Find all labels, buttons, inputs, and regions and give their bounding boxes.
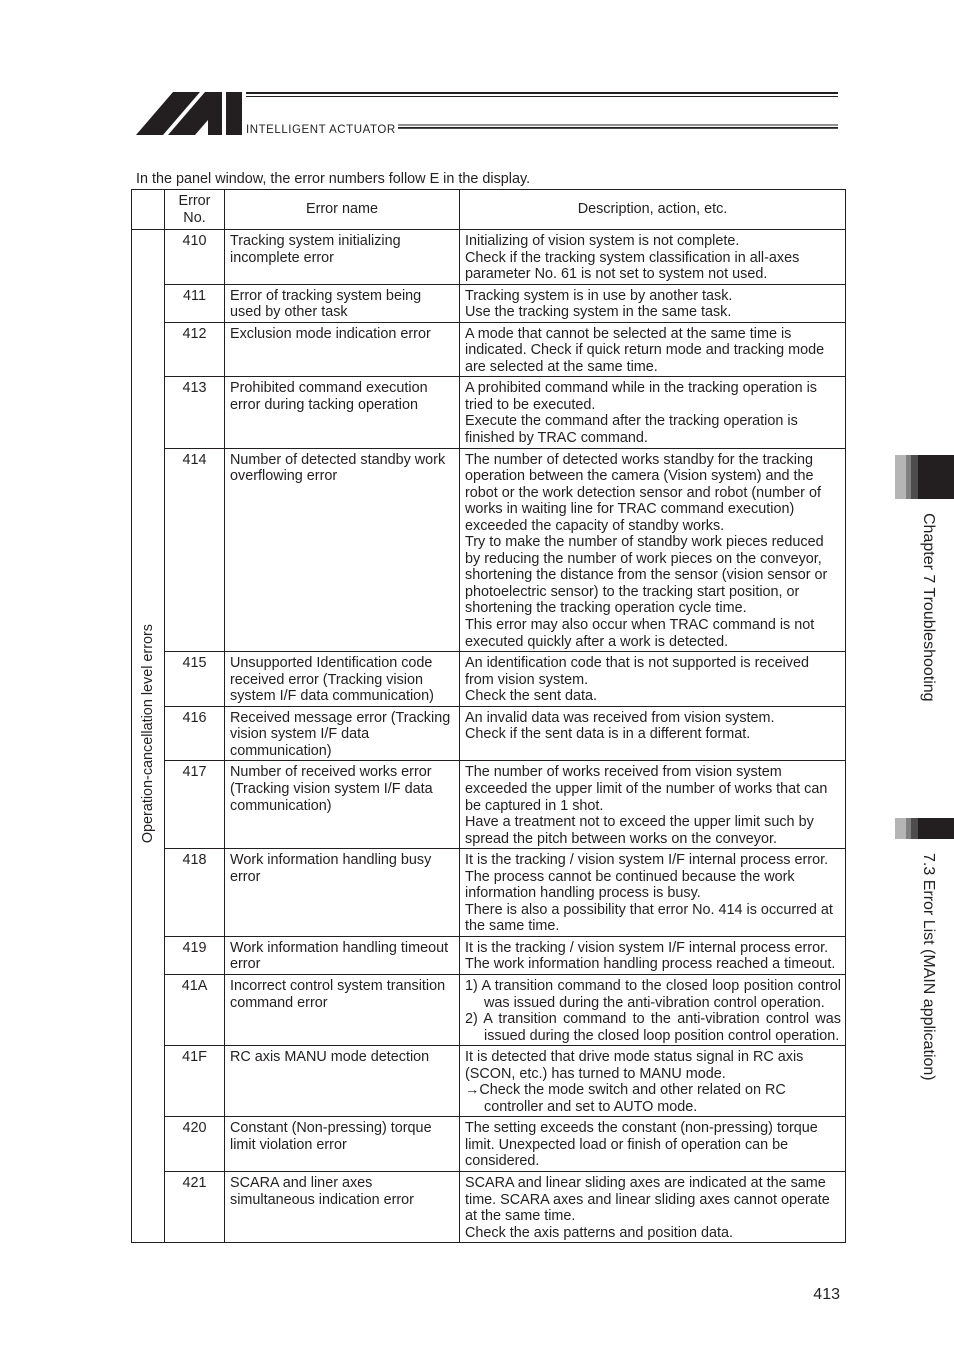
error-name-line: simultaneous indication error bbox=[230, 1191, 414, 1208]
description-paragraph bbox=[465, 1120, 841, 1170]
tab-solid-block bbox=[918, 455, 954, 499]
error-number: 41A bbox=[181, 977, 208, 994]
description-line: There is also a possibility that error No. 414 is occurred at bbox=[465, 901, 833, 918]
error-table-body bbox=[132, 230, 846, 1243]
description-paragraph bbox=[465, 852, 841, 869]
error-name-line: communication) bbox=[230, 797, 332, 814]
error-table bbox=[131, 189, 846, 1243]
table-row bbox=[132, 652, 846, 707]
table-row bbox=[132, 761, 846, 849]
description-line: A mode that cannot be selected at the same time is bbox=[465, 325, 792, 342]
error-number-cell bbox=[165, 1046, 225, 1117]
error-number: 420 bbox=[182, 1120, 207, 1137]
error-number-cell bbox=[165, 1171, 225, 1242]
error-name-cell bbox=[225, 448, 460, 652]
error-name-line: system I/F data communication) bbox=[230, 688, 434, 705]
header-graphics bbox=[0, 0, 954, 140]
description-line: the same time. bbox=[465, 918, 560, 935]
description-line: indicated. Check if quick return mode and tracking mode bbox=[465, 342, 825, 359]
description-paragraph bbox=[465, 1175, 841, 1225]
error-number-cell bbox=[165, 974, 225, 1045]
error-name-line: Prohibited command execution bbox=[230, 380, 428, 397]
description-cell bbox=[460, 448, 846, 652]
table-header-row bbox=[132, 190, 846, 230]
chapter-tab-marker bbox=[895, 455, 954, 499]
error-name-line: error during tacking operation bbox=[230, 396, 418, 413]
description-paragraph bbox=[465, 250, 841, 283]
error-name-line: Unsupported Identification code bbox=[230, 655, 433, 672]
table-row bbox=[132, 706, 846, 761]
error-name-line: received error (Tracking vision bbox=[230, 671, 424, 688]
error-number-cell bbox=[165, 377, 225, 448]
description-line: The number of works received from vision system bbox=[465, 764, 782, 781]
page-number: 413 bbox=[813, 1286, 840, 1303]
description-paragraph bbox=[465, 380, 841, 413]
chapter-side-label: Chapter 7 Troubleshooting bbox=[920, 513, 937, 702]
description-line: 1) A transition command to the closed loop position control bbox=[465, 977, 841, 994]
error-name-line: incomplete error bbox=[230, 249, 334, 266]
description-line: works in waiting line for TRAC command execution) bbox=[465, 501, 795, 518]
error-name-cell bbox=[225, 1117, 460, 1172]
description-cell bbox=[460, 322, 846, 377]
error-name-cell bbox=[225, 1046, 460, 1117]
description-line: robot or the work detection sensor and robot (number of bbox=[465, 484, 821, 501]
error-number: 41F bbox=[182, 1049, 207, 1066]
error-name-cell bbox=[225, 936, 460, 974]
tab-shade-strip bbox=[911, 455, 918, 499]
table-header bbox=[132, 190, 846, 230]
tab-shade-strip bbox=[895, 818, 906, 839]
description-line: tried to be executed. bbox=[465, 396, 596, 413]
category-cell bbox=[132, 230, 165, 1243]
description-paragraph bbox=[465, 1049, 841, 1082]
table-row bbox=[132, 322, 846, 377]
error-name-line: Number of received works error bbox=[230, 764, 432, 781]
description-line: This error may also occur when TRAC command is not bbox=[465, 617, 815, 634]
description-line: spread the pitch between works on the conveyor. bbox=[465, 830, 777, 847]
description-paragraph bbox=[465, 940, 841, 957]
table-row bbox=[132, 936, 846, 974]
description-line: The process cannot be continued because the work bbox=[465, 868, 795, 885]
description-cell bbox=[460, 652, 846, 707]
description-line: considered. bbox=[465, 1153, 540, 1170]
error-name-line: vision system I/F data bbox=[230, 726, 370, 743]
table-row bbox=[132, 284, 846, 322]
error-name-cell bbox=[225, 377, 460, 448]
error-name-line: Received message error (Tracking bbox=[230, 709, 451, 726]
logo-mark-last-i bbox=[226, 92, 242, 135]
description-paragraph bbox=[465, 710, 841, 727]
error-number: 419 bbox=[182, 939, 207, 956]
description-cell bbox=[460, 706, 846, 761]
description-line: operation between the camera (Vision system) and the bbox=[465, 468, 814, 485]
table-row bbox=[132, 377, 846, 448]
error-name-line: overflowing error bbox=[230, 468, 338, 485]
description-line: Have a treatment not to exceed the upper limit such by bbox=[465, 814, 814, 831]
description-paragraph bbox=[465, 688, 841, 705]
error-name-cell bbox=[225, 284, 460, 322]
header-rule-bottom-thin bbox=[398, 125, 838, 126]
error-number-cell bbox=[165, 706, 225, 761]
description-line: The setting exceeds the constant (non-pressing) torque bbox=[465, 1120, 818, 1137]
header-rule-top-thin bbox=[246, 96, 838, 97]
tab-shade-strip bbox=[895, 455, 906, 499]
description-line: Execute the command after the tracking operation is bbox=[465, 413, 798, 430]
table-row bbox=[132, 1046, 846, 1117]
description-paragraph bbox=[465, 1011, 841, 1044]
description-cell bbox=[460, 1171, 846, 1242]
description-cell bbox=[460, 230, 846, 285]
description-cell bbox=[460, 936, 846, 974]
table-row bbox=[132, 849, 846, 937]
error-name-line: Constant (Non-pressing) torque bbox=[230, 1120, 432, 1137]
error-number: 412 bbox=[182, 325, 207, 342]
description-line: The work information handling process reached a timeout. bbox=[465, 956, 836, 973]
error-number: 417 bbox=[182, 764, 207, 781]
description-paragraph bbox=[465, 764, 841, 814]
error-name-header-label: Error name bbox=[306, 201, 378, 218]
description-line: Check the sent data. bbox=[465, 688, 597, 705]
description-line: SCARA and linear sliding axes are indicated at the same bbox=[465, 1174, 826, 1191]
error-name-line: limit violation error bbox=[230, 1136, 347, 1153]
description-paragraph bbox=[465, 902, 841, 935]
error-name-line: Incorrect control system transition bbox=[230, 977, 446, 994]
description-line: An invalid data was received from vision system. bbox=[465, 709, 775, 726]
description-line: information handling process is busy. bbox=[465, 885, 701, 902]
error-number-cell bbox=[165, 322, 225, 377]
description-paragraph bbox=[465, 869, 841, 902]
error-name-line: Work information handling busy bbox=[230, 852, 432, 869]
description-paragraph bbox=[465, 534, 841, 617]
error-name-cell bbox=[225, 706, 460, 761]
description-line: Try to make the number of standby work pieces reduced bbox=[465, 534, 824, 551]
description-line: at the same time. bbox=[465, 1208, 576, 1225]
description-line: issued during the closed loop position control operation. bbox=[484, 1027, 840, 1044]
error-number: 411 bbox=[183, 287, 206, 304]
description-paragraph bbox=[465, 326, 841, 376]
description-paragraph bbox=[465, 413, 841, 446]
description-paragraph bbox=[465, 233, 841, 250]
error-name-line: Work information handling timeout bbox=[230, 939, 449, 956]
error-name-cell bbox=[225, 761, 460, 849]
description-line: are selected at the same time. bbox=[465, 358, 658, 375]
description-line: 2) A transition command to the anti-vibration control was bbox=[465, 1011, 841, 1028]
description-line: Use the tracking system in the same task. bbox=[465, 304, 732, 321]
error-number-cell bbox=[165, 284, 225, 322]
description-line: exceeded the upper limit of the number of works that can bbox=[465, 780, 828, 797]
error-name-line: command error bbox=[230, 994, 328, 1011]
description-line: It is the tracking / vision system I/F internal process error. bbox=[465, 939, 829, 956]
category-header-cell bbox=[132, 190, 165, 230]
description-cell bbox=[460, 284, 846, 322]
error-name-line: Number of detected standby work bbox=[230, 451, 446, 468]
description-line: shortening the tracking operation cycle time. bbox=[465, 600, 747, 617]
error-name-cell bbox=[225, 652, 460, 707]
description-cell bbox=[460, 377, 846, 448]
description-paragraph bbox=[465, 655, 841, 688]
description-line: by reducing the number of work pieces on the conveyor, bbox=[465, 550, 822, 567]
error-number: 413 bbox=[182, 380, 207, 397]
error-name-cell bbox=[225, 230, 460, 285]
description-paragraph bbox=[465, 956, 841, 973]
error-name-line: error bbox=[230, 956, 261, 973]
intro-note: In the panel window, the error numbers follow E in the display. bbox=[136, 171, 531, 187]
description-line: It is detected that drive mode status signal in RC axis bbox=[465, 1049, 804, 1066]
description-line: An identification code that is not supported is received bbox=[465, 655, 809, 672]
error-name-line: communication) bbox=[230, 742, 332, 759]
tab-solid-block bbox=[918, 818, 954, 839]
description-line: It is the tracking / vision system I/F internal process error. bbox=[465, 852, 829, 869]
description-line: Check if the tracking system classification in all-axes bbox=[465, 249, 800, 266]
description-line: limit. Unexpected load or finish of operation can be bbox=[465, 1136, 789, 1153]
error-number-cell bbox=[165, 230, 225, 285]
description-paragraph bbox=[465, 304, 841, 321]
error-name-cell bbox=[225, 322, 460, 377]
error-number: 415 bbox=[182, 655, 207, 672]
description-line: The number of detected works standby for the tracking bbox=[465, 451, 813, 468]
error-number: 421 bbox=[182, 1174, 207, 1191]
table-row bbox=[132, 974, 846, 1045]
error-name-cell bbox=[225, 849, 460, 937]
header-rule-top-thick bbox=[246, 92, 838, 94]
description-line: Tracking system is in use by another task. bbox=[465, 287, 733, 304]
description-cell bbox=[460, 849, 846, 937]
description-paragraph bbox=[465, 1082, 841, 1115]
description-line: Check the axis patterns and position data. bbox=[465, 1224, 733, 1241]
error-number: 418 bbox=[182, 852, 207, 869]
description-paragraph bbox=[465, 617, 841, 650]
error-number: 416 bbox=[182, 709, 207, 726]
description-line: be captured in 1 shot. bbox=[465, 797, 604, 814]
description-line: from vision system. bbox=[465, 671, 589, 688]
category-label: Operation-cancellation level errors bbox=[139, 624, 156, 844]
description-line: was issued during the anti-vibration control operation. bbox=[484, 994, 825, 1011]
error-no-header bbox=[165, 190, 225, 230]
table-row bbox=[132, 230, 846, 285]
error-number: 414 bbox=[182, 451, 207, 468]
error-number-cell bbox=[165, 849, 225, 937]
error-number-cell bbox=[165, 936, 225, 974]
description-line: A prohibited command while in the tracking operation is bbox=[465, 380, 817, 397]
header-rule-bottom-thick bbox=[398, 127, 838, 129]
error-name-line: Exclusion mode indication error bbox=[230, 325, 431, 342]
description-paragraph bbox=[465, 814, 841, 847]
error-name-header bbox=[225, 190, 460, 230]
description-line: (SCON, etc.) has turned to MANU mode. bbox=[465, 1065, 726, 1082]
error-name-line: Error of tracking system being bbox=[230, 287, 422, 304]
description-cell bbox=[460, 974, 846, 1045]
description-header-label: Description, action, etc. bbox=[577, 201, 728, 218]
description-line: finished by TRAC command. bbox=[465, 430, 648, 447]
description-cell bbox=[460, 1117, 846, 1172]
error-name-line: used by other task bbox=[230, 304, 348, 321]
description-line: shortening the distance from the sensor (vision sensor or bbox=[465, 567, 828, 584]
error-number-cell bbox=[165, 761, 225, 849]
error-name-line: SCARA and liner axes bbox=[230, 1174, 373, 1191]
error-name-line: Tracking system initializing bbox=[230, 233, 401, 249]
error-name-line: RC axis MANU mode detection bbox=[230, 1049, 430, 1066]
description-line: controller and set to AUTO mode. bbox=[484, 1098, 698, 1115]
error-no-header-label: Error No. bbox=[178, 192, 211, 226]
description-header bbox=[460, 190, 846, 230]
description-paragraph bbox=[465, 452, 841, 535]
description-line: executed quickly after a work is detected. bbox=[465, 633, 729, 650]
description-line: Initializing of vision system is not complete. bbox=[465, 233, 740, 249]
description-paragraph bbox=[465, 1225, 841, 1242]
section-side-label: 7.3 Error List (MAIN application) bbox=[920, 853, 937, 1081]
description-paragraph bbox=[465, 726, 841, 743]
description-line: Check if the sent data is in a different format. bbox=[465, 726, 751, 743]
tab-shade-strip bbox=[911, 818, 918, 839]
description-line: →Check the mode switch and other related on RC bbox=[465, 1082, 786, 1099]
error-name-line: error bbox=[230, 868, 261, 885]
description-line: exceeded the capacity of standby works. bbox=[465, 517, 725, 534]
description-line: time. SCARA axes and linear sliding axes cannot operate bbox=[465, 1191, 830, 1208]
error-number-cell bbox=[165, 652, 225, 707]
description-cell bbox=[460, 761, 846, 849]
error-number: 410 bbox=[182, 233, 207, 249]
description-line: photoelectric sensor) to the tracking start position, or bbox=[465, 583, 800, 600]
description-paragraph bbox=[465, 288, 841, 305]
error-number-cell bbox=[165, 1117, 225, 1172]
brand-tagline: INTELLIGENT ACTUATOR bbox=[246, 124, 396, 136]
description-paragraph bbox=[465, 978, 841, 1011]
iai-logo bbox=[136, 92, 242, 135]
section-tab-marker bbox=[895, 818, 954, 839]
error-name-cell bbox=[225, 974, 460, 1045]
error-number-cell bbox=[165, 448, 225, 652]
table-row bbox=[132, 448, 846, 652]
error-name-line: (Tracking vision system I/F data bbox=[230, 780, 433, 797]
error-name-cell bbox=[225, 1171, 460, 1242]
description-line: parameter No. 61 is not set to system not used. bbox=[465, 266, 768, 283]
table-row bbox=[132, 1117, 846, 1172]
description-cell bbox=[460, 1046, 846, 1117]
table-row bbox=[132, 1171, 846, 1242]
